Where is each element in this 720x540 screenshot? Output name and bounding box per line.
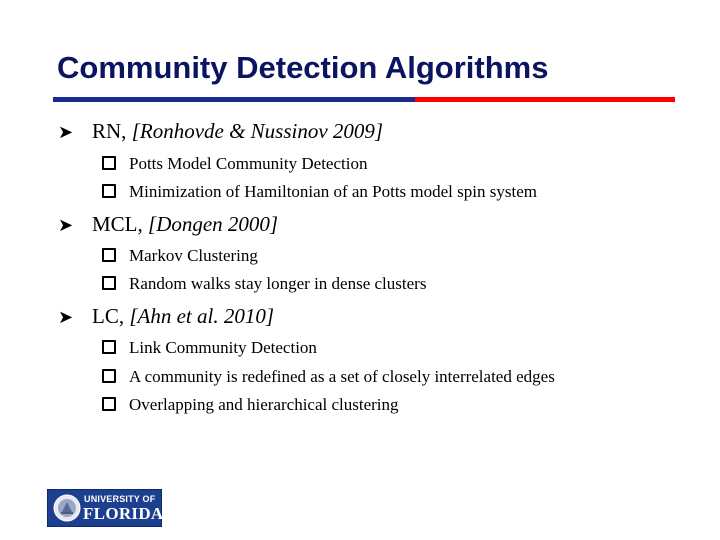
bullet-lc [58,304,274,329]
list-item [102,154,367,174]
bullet-label: RN, [92,119,127,143]
checkbox-bullet-icon [102,276,116,290]
list-item [102,182,537,202]
checkbox-bullet-icon [102,369,116,383]
list-item [102,338,317,358]
bullet-rn [58,119,383,144]
bullet-label: MCL, [92,212,143,236]
checkbox-bullet-icon [102,340,116,354]
list-item [102,395,399,415]
bullet-label: LC, [92,304,125,328]
title-rule-blue [53,97,415,102]
title-rule-red [415,97,675,102]
checkbox-bullet-icon [102,248,116,262]
slide-title: Community Detection Algorithms [57,50,549,85]
arrow-bullet-icon: ➤ [58,307,74,327]
logo-text-florida: FLORIDA [83,504,164,523]
list-item [102,274,426,294]
bullet-citation: [Ahn et al. 2010] [129,304,275,328]
checkbox-bullet-icon [102,397,116,411]
list-item-text: Random walks stay longer in dense clusters [129,274,427,293]
list-item-text: Minimization of Hamiltonian of an Potts model spin system [129,182,537,201]
checkbox-bullet-icon [102,156,116,170]
bullet-citation: [Dongen 2000] [148,212,279,236]
list-item-text: A community is redefined as a set of closely interrelated edges [129,367,555,386]
list-item-text: Overlapping and hierarchical clustering [129,395,399,414]
list-item-text: Potts Model Community Detection [129,154,368,173]
arrow-bullet-icon: ➤ [58,122,74,142]
bullet-citation: [Ronhovde & Nussinov 2009] [131,119,384,143]
list-item [102,367,555,387]
university-logo [47,489,162,527]
logo-text-university-of: UNIVERSITY OF [84,494,156,504]
list-item [102,246,258,266]
arrow-bullet-icon: ➤ [58,215,74,235]
checkbox-bullet-icon [102,184,116,198]
list-item-text: Link Community Detection [129,338,317,357]
university-seal-icon [53,494,81,522]
list-item-text: Markov Clustering [129,246,258,265]
bullet-mcl [58,212,278,237]
